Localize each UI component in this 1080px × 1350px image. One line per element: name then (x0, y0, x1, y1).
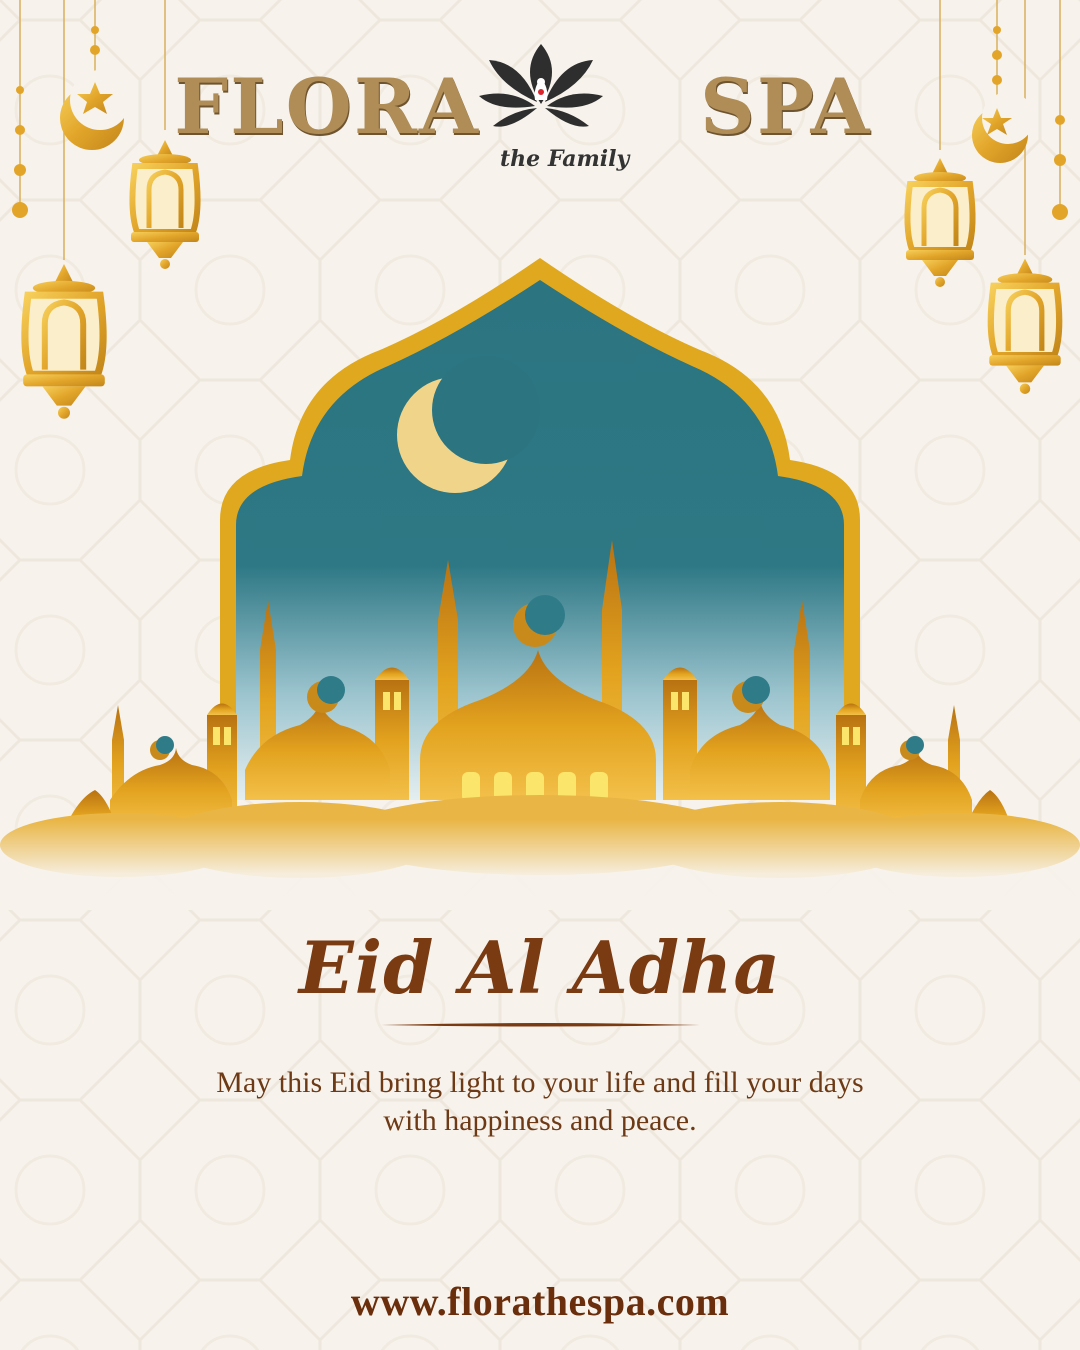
greeting-title: Eid Al Adha (298, 925, 782, 1010)
brand-name-left: FLORA (174, 62, 480, 151)
website-link[interactable]: www.florathespa.com (350, 1279, 730, 1324)
brand-name-right: SPA (700, 62, 872, 151)
greeting-message-line2: with happiness and peace. (383, 1104, 697, 1137)
greeting-message-line1: May this Eid bring light to your life and fill your days (216, 1066, 864, 1099)
title-divider (380, 1022, 700, 1028)
lotus-logo-icon (476, 40, 606, 130)
brand-tagline: the Family (500, 146, 630, 172)
greeting-message (140, 1064, 940, 1140)
